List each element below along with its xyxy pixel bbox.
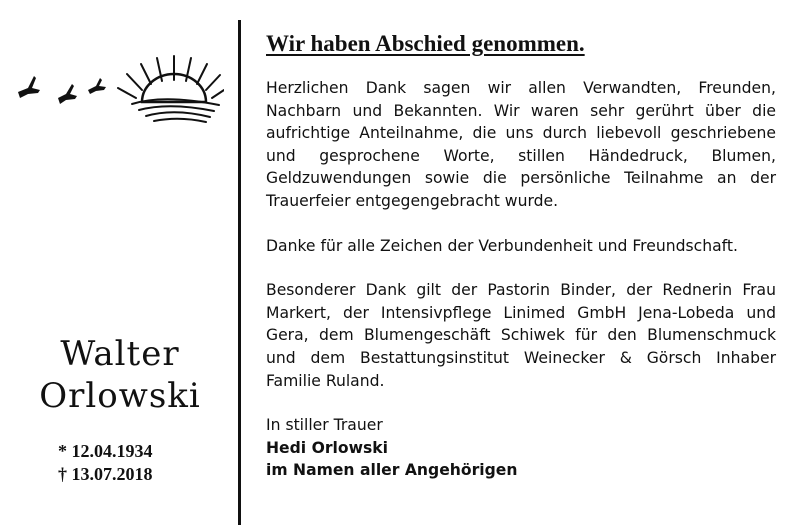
death-date: † 13.07.2018	[58, 464, 153, 484]
signer-name: Hedi Orlowski	[266, 438, 388, 457]
life-dates	[58, 440, 208, 486]
notice-text	[266, 30, 776, 482]
closing-block	[266, 414, 776, 482]
birth-date: * 12.04.1934	[58, 441, 153, 461]
special-thanks-paragraph: Besonderer Dank gilt der Pastorin Binder, der Rednerin Frau Markert, der Intensivpflege Linimed GmbH Jena-Lobeda und Gera, dem Blumengeschäft Schiwek für den Blumenschmuck und dem Bestattungsinstitut Weinecker & Görsch Inhaber Familie Ruland.	[266, 281, 776, 390]
thanks-paragraph: Herzlichen Dank sagen wir allen Verwandten, Freunden, Nachbarn und Bekannten. Wir waren sehr gerührt über die aufrichtige Anteilnahme, die uns durch liebevoll geschriebene und gesprochene Worte, stillen Händedruck, Blumen, Geldzuwendungen sowie die persönliche Teilnahme an der Trauerfeier entgegengebracht wurde.	[266, 79, 776, 210]
sunset-birds-icon	[14, 50, 224, 130]
closing-line: In stiller Trauer	[266, 416, 383, 435]
vertical-divider	[238, 20, 241, 525]
deceased-name	[20, 333, 220, 417]
last-name: Orlowski	[39, 376, 201, 416]
signer-note: im Namen aller Angehörigen	[266, 461, 518, 480]
first-name: Walter	[60, 334, 180, 374]
notice-title: Wir haben Abschied genommen.	[266, 31, 585, 56]
gratitude-paragraph: Danke für alle Zeichen der Verbundenheit und Freundschaft.	[266, 236, 738, 255]
